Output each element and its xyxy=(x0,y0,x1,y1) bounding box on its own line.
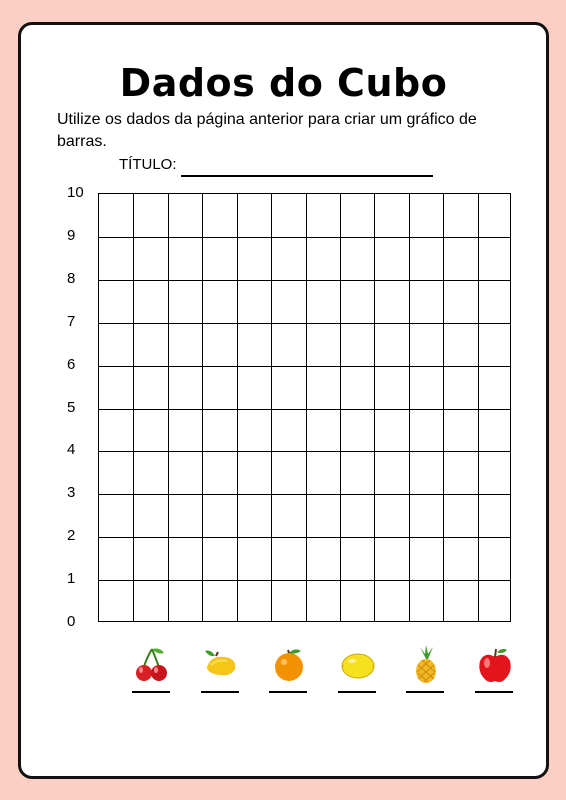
y-tick-label: 1 xyxy=(67,570,76,588)
mango-icon xyxy=(201,645,241,685)
instructions-text: Utilize os dados da página anterior para criar um gráfico de barras. xyxy=(57,111,477,150)
y-tick-label: 5 xyxy=(67,398,76,416)
y-tick-label: 10 xyxy=(67,184,84,201)
grid-row-line xyxy=(99,280,510,281)
grid-column-line xyxy=(237,194,238,621)
grid-column-line xyxy=(202,194,203,621)
title-field-label: TÍTULO: xyxy=(119,156,177,173)
worksheet-card xyxy=(18,22,549,779)
y-tick-label: 3 xyxy=(67,484,76,502)
grid-column-line xyxy=(133,194,134,621)
grid-row-line xyxy=(99,580,510,581)
apple-icon xyxy=(475,645,515,685)
y-tick-label: 0 xyxy=(67,613,76,630)
grid-row-line xyxy=(99,237,510,238)
title-field-blank[interactable] xyxy=(181,175,433,177)
grid-column-line xyxy=(340,194,341,621)
cherry-icon xyxy=(132,645,172,685)
grid-column-line xyxy=(443,194,444,621)
grid-row-line xyxy=(99,537,510,538)
grid-column-line xyxy=(168,194,169,621)
count-blank[interactable] xyxy=(132,691,170,693)
y-tick-label: 8 xyxy=(67,269,76,287)
y-tick-label: 4 xyxy=(67,441,76,459)
grid-row-line xyxy=(99,451,510,452)
grid-row-line xyxy=(99,366,510,367)
grid-row-line xyxy=(99,494,510,495)
grid-column-line xyxy=(409,194,410,621)
count-blank[interactable] xyxy=(338,691,376,693)
grid-column-line xyxy=(306,194,307,621)
page-title: Dados do Cubo xyxy=(119,61,448,105)
grid-row-line xyxy=(99,323,510,324)
count-blank[interactable] xyxy=(201,691,239,693)
grid-row-line xyxy=(99,409,510,410)
y-tick-label: 7 xyxy=(67,312,76,330)
pineapple-icon xyxy=(406,645,446,685)
y-tick-label: 6 xyxy=(67,355,76,373)
bar-chart-grid[interactable] xyxy=(98,193,511,622)
orange-icon xyxy=(269,645,309,685)
y-tick-label: 9 xyxy=(67,226,76,244)
count-blank[interactable] xyxy=(269,691,307,693)
grid-column-line xyxy=(271,194,272,621)
grid-column-line xyxy=(374,194,375,621)
lemon-icon xyxy=(338,645,378,685)
count-blank[interactable] xyxy=(475,691,513,693)
y-tick-label: 2 xyxy=(67,527,76,545)
grid-column-line xyxy=(478,194,479,621)
count-blank[interactable] xyxy=(406,691,444,693)
